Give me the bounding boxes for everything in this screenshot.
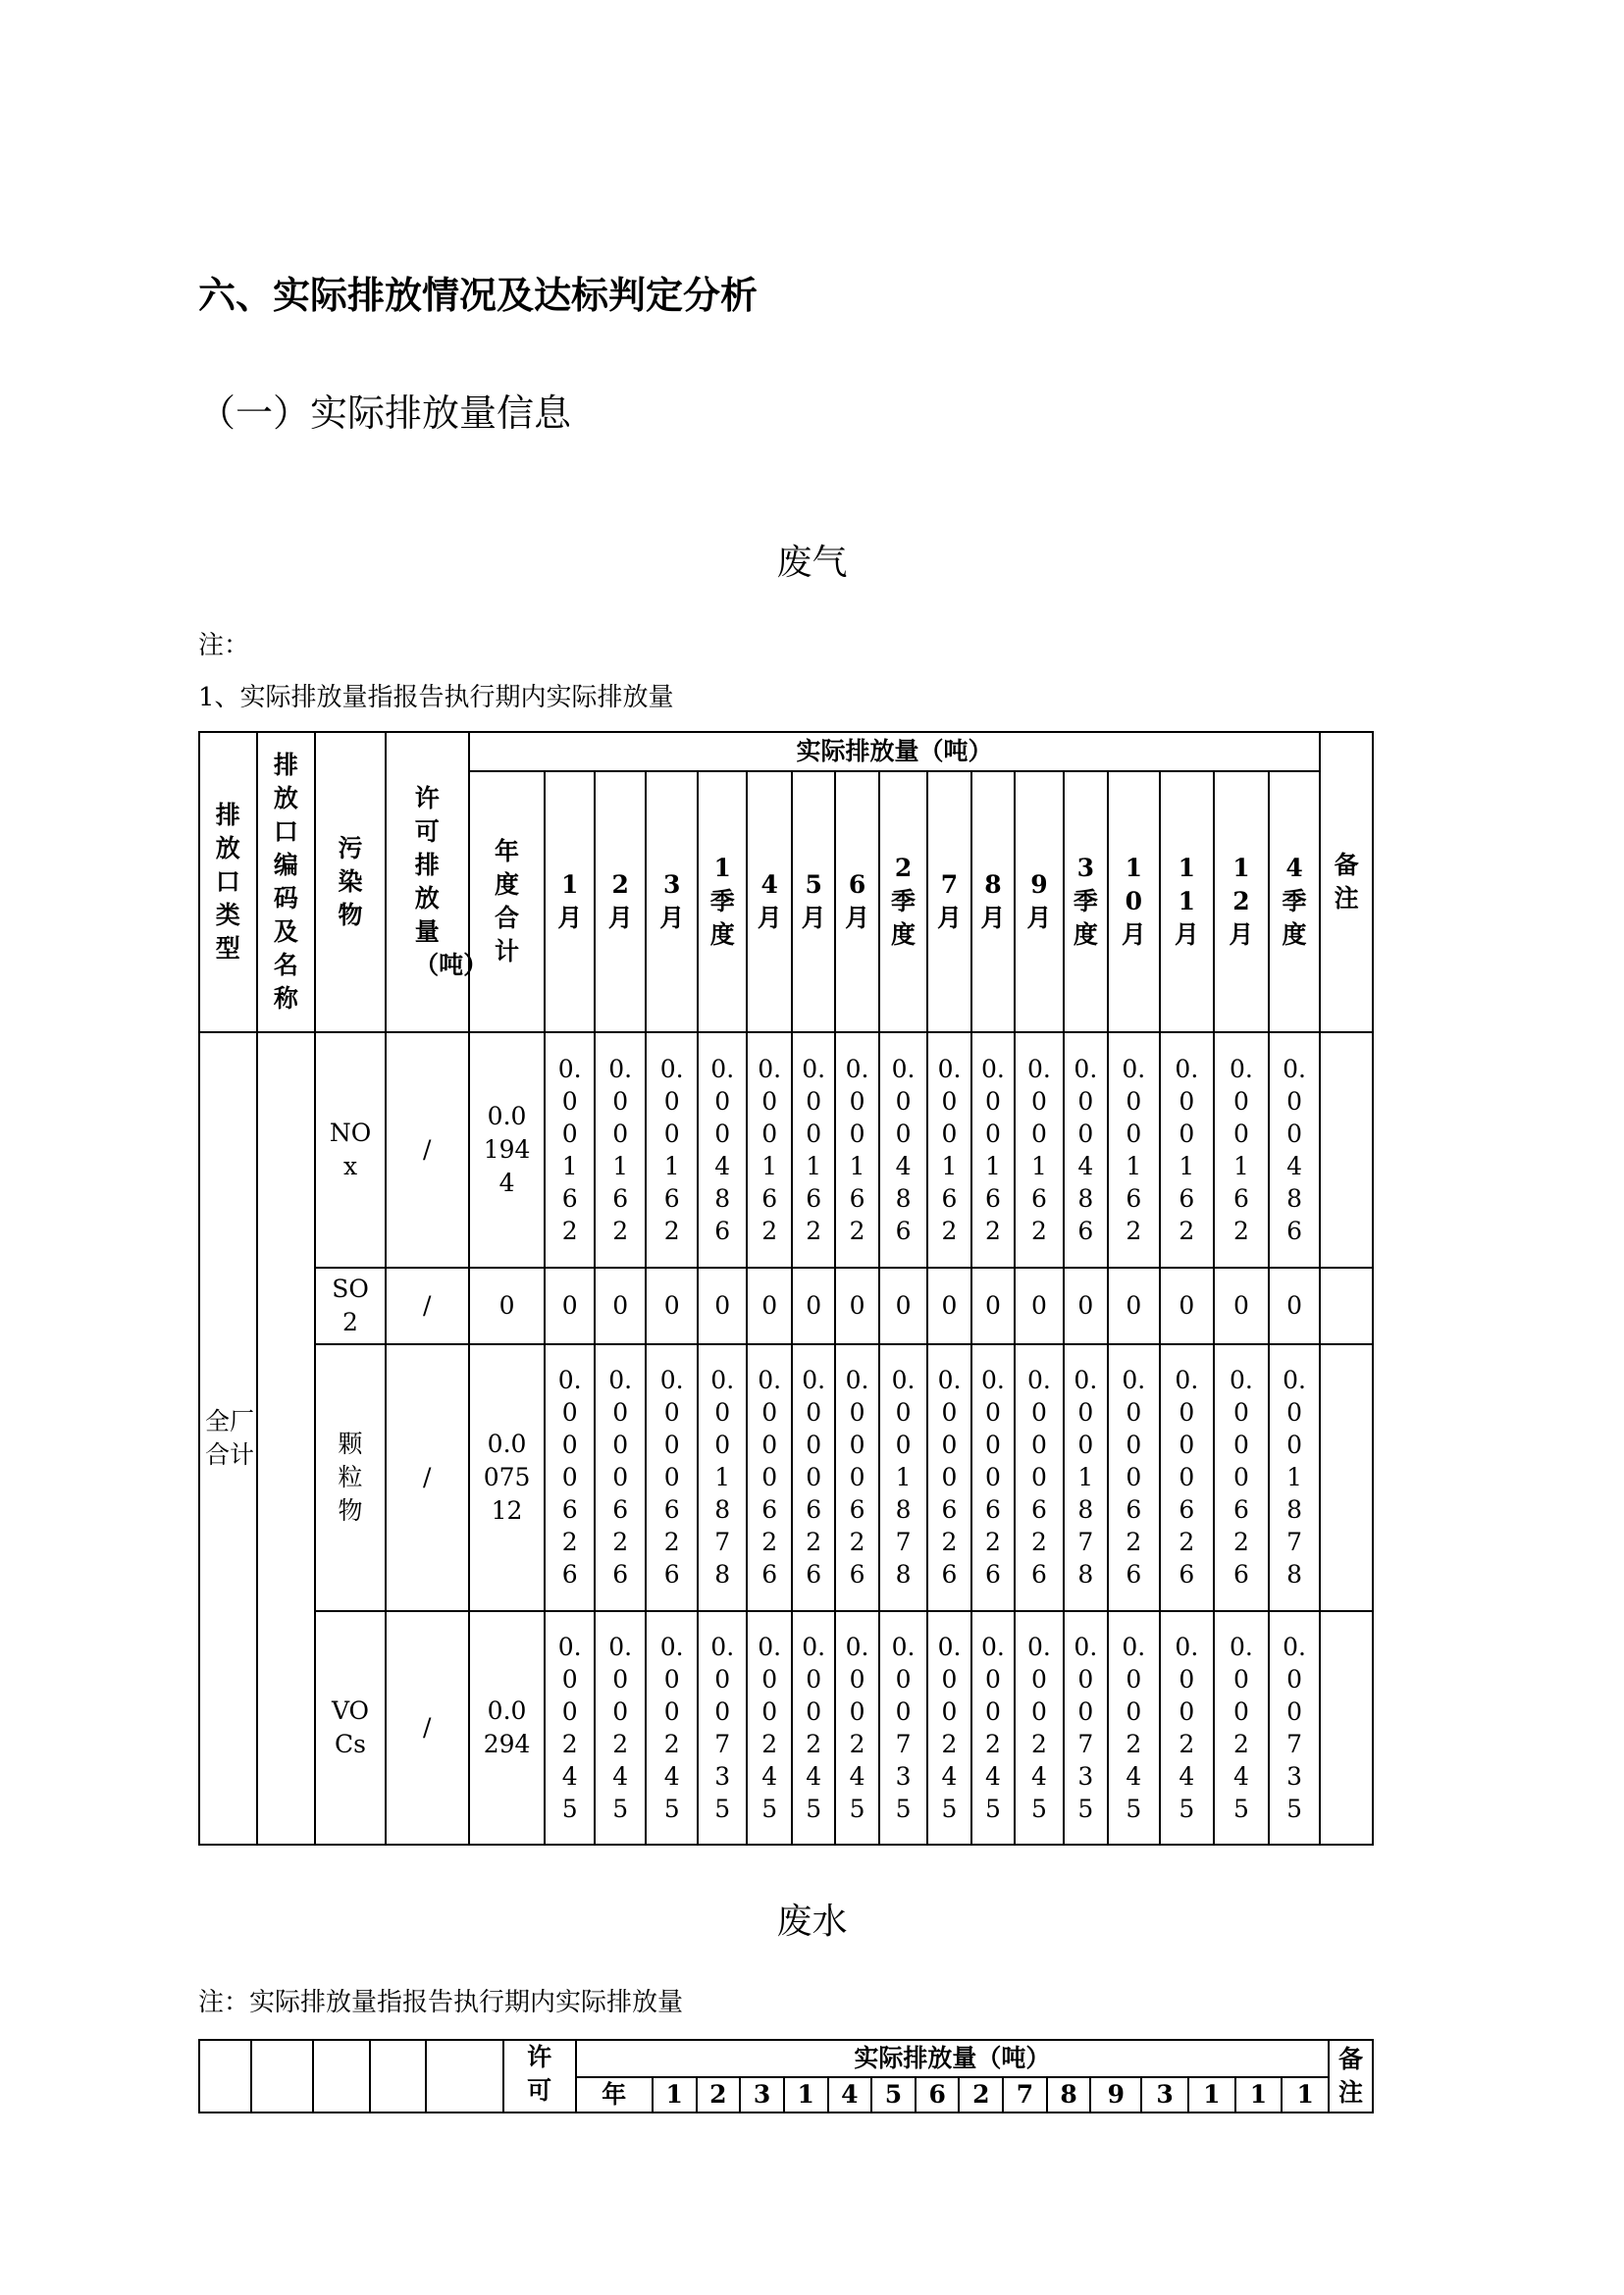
permit-cell: / (386, 1611, 469, 1845)
cell-text: 0.000626 (1026, 1366, 1051, 1590)
cell-text: 6月 (845, 870, 870, 932)
period-value-cell (879, 1032, 927, 1268)
cell-text: 污染物 (338, 834, 363, 929)
cell-text: 0.000626 (802, 1366, 826, 1590)
period-value-cell (971, 1344, 1015, 1611)
period-value-cell (595, 1032, 647, 1268)
water-table-title: 废水 (776, 1902, 848, 1942)
period-value-cell (1269, 1611, 1321, 1845)
permit-cell: / (386, 1268, 469, 1344)
gas-table-title: 废气 (776, 543, 848, 583)
cell-text: 11月 (1174, 854, 1199, 949)
remark-cell (1320, 1344, 1373, 1611)
gas-data-row (199, 1032, 1373, 1268)
cell-text: 0.000626 (1175, 1366, 1199, 1590)
gas-data-row (199, 1344, 1373, 1611)
gas-emission-table (198, 731, 1374, 1846)
period-value-cell (1214, 1344, 1269, 1611)
cell-text: 0.00162 (845, 1054, 869, 1245)
period-value-cell (646, 1032, 698, 1268)
water-period-header: 4 (828, 2077, 872, 2112)
period-header (971, 771, 1015, 1032)
cell-text: 0.001878 (891, 1366, 916, 1590)
period-value-cell (545, 1611, 595, 1845)
period-header (595, 771, 647, 1032)
header-actual-emission: 实际排放量（吨） (469, 732, 1321, 771)
period-value-cell (646, 1611, 698, 1845)
period-header (1269, 771, 1321, 1032)
period-value-cell (1214, 1268, 1269, 1344)
annual-total-value: 0.0294 (483, 1696, 531, 1758)
cell-text: 10月 (1121, 854, 1146, 949)
period-value-cell (646, 1268, 698, 1344)
cell-text: 0.000626 (845, 1366, 869, 1590)
cell-text: 0.000626 (557, 1366, 582, 1590)
period-value-cell (1015, 1032, 1063, 1268)
pollutant-cell (315, 1344, 386, 1611)
cell-text: 4季度 (1282, 854, 1307, 949)
period-value-cell (792, 1032, 835, 1268)
period-header (698, 771, 748, 1032)
remark-cell (1320, 1268, 1373, 1344)
header-outlet-type (199, 732, 257, 1032)
pollutant-cell (315, 1268, 386, 1344)
period-value-cell (747, 1611, 791, 1845)
cell-text: 0 (663, 1291, 680, 1321)
period-value-cell (1064, 1344, 1108, 1611)
cell-text: 许可排放量（吨） (414, 784, 489, 979)
cell-text: 2季度 (891, 854, 917, 949)
water-period-header: 1 (653, 2077, 697, 2112)
permit-cell: / (386, 1344, 469, 1611)
cell-text: 0.00245 (758, 1632, 782, 1823)
cell-text: 0.00162 (557, 1054, 582, 1245)
period-value-cell (595, 1611, 647, 1845)
cell-text: 0.000626 (1122, 1366, 1146, 1590)
period-header (1108, 771, 1160, 1032)
cell-text: 0.00735 (1074, 1632, 1098, 1823)
cell-text: 0.00162 (659, 1054, 684, 1245)
cell-text: 12月 (1229, 854, 1254, 949)
cell-text: 0.00162 (758, 1054, 782, 1245)
period-value-cell (747, 1268, 791, 1344)
gas-note-label: 注： (198, 631, 250, 660)
pollutant-name: VOCs (331, 1696, 370, 1758)
remark-cell (1320, 1611, 1373, 1845)
remark-cell (1320, 1032, 1373, 1268)
annual-total-cell (469, 1344, 546, 1611)
period-value-cell (1108, 1344, 1160, 1611)
cell-text: 0 (714, 1291, 731, 1321)
pollutant-cell (315, 1032, 386, 1268)
cell-text: 0.00245 (659, 1632, 684, 1823)
period-value-cell (927, 1032, 970, 1268)
period-value-cell (971, 1268, 1015, 1344)
cell-text: 0.001878 (1283, 1366, 1306, 1590)
cell-text: 2月 (607, 870, 633, 932)
period-value-cell (646, 1344, 698, 1611)
permit-cell: / (386, 1032, 469, 1268)
cell-text: 1季度 (709, 854, 735, 949)
cell-text: 0.00245 (937, 1632, 962, 1823)
period-value-cell (1064, 1032, 1108, 1268)
cell-text: 0.00245 (1175, 1632, 1199, 1823)
cell-text: 0.000626 (659, 1366, 684, 1590)
group-label: 全厂合计 (204, 1407, 254, 1469)
cell-text: 排放口类型 (215, 801, 240, 963)
gas-header-row (199, 732, 1373, 771)
cell-text: 备注 (1338, 2045, 1364, 2107)
period-value-cell (1269, 1032, 1321, 1268)
cell-text: 0 (561, 1291, 578, 1321)
cell-text: 0.00486 (891, 1054, 916, 1245)
period-value-cell (747, 1344, 791, 1611)
period-value-cell (1015, 1611, 1063, 1845)
period-value-cell (698, 1344, 748, 1611)
period-value-cell (835, 1611, 878, 1845)
period-value-cell (1160, 1344, 1215, 1611)
cell-text: 0 (1126, 1291, 1142, 1321)
water-note-line: 注：实际排放量指报告执行期内实际排放量 (198, 1988, 684, 2017)
cell-text: 9月 (1026, 870, 1052, 932)
period-value-cell (1160, 1268, 1215, 1344)
subsection-heading: （一）实际排放量信息 (198, 391, 572, 435)
period-value-cell (1108, 1032, 1160, 1268)
period-value-cell (1064, 1268, 1108, 1344)
cell-text: 0.00245 (981, 1632, 1005, 1823)
water-period-header: 1 (784, 2077, 828, 2112)
cell-text: 7月 (936, 870, 962, 932)
outlet-type-cell (199, 1032, 257, 1845)
cell-text: 0 (941, 1291, 958, 1321)
gas-note-line: 1、实际排放量指报告执行期内实际排放量 (198, 683, 674, 712)
water-header-blank (370, 2040, 427, 2112)
cell-text: 0.000626 (608, 1366, 633, 1590)
cell-text: 排放口编码及名称 (273, 751, 298, 1013)
period-value-cell (698, 1611, 748, 1845)
water-period-header: 3 (740, 2077, 784, 2112)
period-header (927, 771, 970, 1032)
water-header-blank (251, 2040, 313, 2112)
cell-text: 0.00245 (845, 1632, 869, 1823)
period-value-cell (595, 1268, 647, 1344)
cell-text: 0.00245 (608, 1632, 633, 1823)
cell-text: 5月 (801, 870, 826, 932)
cell-text: 3月 (659, 870, 685, 932)
cell-text: 0.00245 (1122, 1632, 1146, 1823)
header-outlet-code (257, 732, 316, 1032)
cell-text: 0.00245 (1026, 1632, 1051, 1823)
pollutant-cell (315, 1611, 386, 1845)
period-value-cell (835, 1032, 878, 1268)
cell-text: 0 (1286, 1291, 1302, 1321)
period-value-cell (879, 1611, 927, 1845)
cell-text: 0 (761, 1291, 778, 1321)
annual-total-value: 0 (498, 1291, 515, 1321)
pollutant-name: NOx (329, 1119, 372, 1180)
period-value-cell (545, 1268, 595, 1344)
cell-text: 0.00162 (1122, 1054, 1146, 1245)
period-header (646, 771, 698, 1032)
period-value-cell (792, 1344, 835, 1611)
period-value-cell (698, 1032, 748, 1268)
annual-total-value: 0.01944 (483, 1102, 531, 1197)
pollutant-name: 颗粒物 (338, 1430, 363, 1525)
water-header-remark (1329, 2040, 1373, 2112)
period-header (1160, 771, 1215, 1032)
period-value-cell (1015, 1344, 1063, 1611)
outlet-code-cell (257, 1032, 316, 1845)
cell-text: 0.00162 (1175, 1054, 1199, 1245)
water-header-blank (313, 2040, 370, 2112)
cell-text: 0.00245 (1229, 1632, 1253, 1823)
annual-total-cell (469, 1032, 546, 1268)
period-value-cell (1214, 1032, 1269, 1268)
pollutant-name: SO2 (332, 1275, 369, 1336)
water-period-header: 9 (1090, 2077, 1141, 2112)
period-value-cell (698, 1268, 748, 1344)
water-period-header: 2 (959, 2077, 1003, 2112)
water-period-header: 1 (1282, 2077, 1329, 2112)
period-header (792, 771, 835, 1032)
cell-text: 0.00735 (1283, 1632, 1306, 1823)
cell-text: 1月 (557, 870, 583, 932)
cell-text: 0.001878 (710, 1366, 735, 1590)
water-period-header: 6 (916, 2077, 960, 2112)
period-value-cell (1269, 1344, 1321, 1611)
water-period-header: 1 (1235, 2077, 1283, 2112)
water-header-row (199, 2040, 1373, 2077)
period-value-cell (747, 1032, 791, 1268)
cell-text: 0.00162 (937, 1054, 962, 1245)
period-header (469, 771, 546, 1032)
cell-text: 0.00162 (608, 1054, 633, 1245)
period-header (545, 771, 595, 1032)
cell-text: 年度合计 (495, 837, 520, 965)
water-header-permit (503, 2040, 576, 2112)
period-value-cell (545, 1344, 595, 1611)
cell-text: 0 (895, 1291, 912, 1321)
section-heading: 六、实际排放情况及达标判定分析 (198, 274, 759, 317)
period-value-cell (971, 1611, 1015, 1845)
annual-total-cell (469, 1268, 546, 1344)
period-value-cell (927, 1344, 970, 1611)
cell-text: 4月 (757, 870, 782, 932)
cell-text: 0.000626 (981, 1366, 1005, 1590)
water-header-blank (199, 2040, 251, 2112)
period-header (1015, 771, 1063, 1032)
water-period-header: 1 (1188, 2077, 1235, 2112)
cell-text: 0.00486 (710, 1054, 735, 1245)
annual-total-cell (469, 1611, 546, 1845)
period-value-cell (927, 1268, 970, 1344)
cell-text: 0 (984, 1291, 1001, 1321)
header-permit (386, 732, 489, 1032)
period-header (747, 771, 791, 1032)
cell-text: 0 (1077, 1291, 1094, 1321)
period-value-cell (971, 1032, 1015, 1268)
cell-text: 0 (806, 1291, 822, 1321)
cell-text: 0.000626 (1229, 1366, 1253, 1590)
cell-text: 8月 (980, 870, 1006, 932)
water-period-header: 3 (1141, 2077, 1188, 2112)
cell-text: 0.00162 (802, 1054, 826, 1245)
period-value-cell (835, 1268, 878, 1344)
cell-text: 0 (1030, 1291, 1047, 1321)
cell-text: 许可 (527, 2043, 552, 2105)
period-value-cell (1214, 1611, 1269, 1845)
cell-text: 0.00162 (981, 1054, 1005, 1245)
period-value-cell (835, 1344, 878, 1611)
cell-text: 0 (1179, 1291, 1195, 1321)
period-value-cell (1269, 1268, 1321, 1344)
water-emission-table (198, 2039, 1374, 2113)
cell-text: 0 (1232, 1291, 1249, 1321)
period-value-cell (1015, 1268, 1063, 1344)
cell-text: 0.00486 (1074, 1054, 1098, 1245)
period-value-cell (927, 1611, 970, 1845)
cell-text: 0.000626 (937, 1366, 962, 1590)
water-period-header: 7 (1003, 2077, 1047, 2112)
period-value-cell (792, 1611, 835, 1845)
period-value-cell (545, 1032, 595, 1268)
water-period-header: 年 (576, 2077, 653, 2112)
gas-data-row (199, 1611, 1373, 1845)
period-value-cell (879, 1268, 927, 1344)
cell-text: 0 (849, 1291, 865, 1321)
cell-text: 3季度 (1073, 854, 1098, 949)
period-value-cell (792, 1268, 835, 1344)
header-pollutant (315, 732, 386, 1032)
gas-data-row (199, 1268, 1373, 1344)
cell-text: 0.00162 (1026, 1054, 1051, 1245)
cell-text: 0.00245 (802, 1632, 826, 1823)
cell-text: 0.00162 (1229, 1054, 1253, 1245)
water-period-header: 2 (697, 2077, 741, 2112)
cell-text: 备注 (1334, 851, 1359, 913)
period-header (1214, 771, 1269, 1032)
period-value-cell (1064, 1611, 1108, 1845)
water-period-header: 5 (871, 2077, 916, 2112)
annual-total-value: 0.007512 (483, 1430, 531, 1525)
cell-text: 0.00245 (557, 1632, 582, 1823)
cell-text: 0.00735 (891, 1632, 916, 1823)
cell-text: 0.00735 (710, 1632, 735, 1823)
cell-text: 0.00486 (1283, 1054, 1306, 1245)
period-header (1064, 771, 1108, 1032)
header-remark (1320, 732, 1373, 1032)
period-value-cell (1160, 1032, 1215, 1268)
period-value-cell (1160, 1611, 1215, 1845)
period-value-cell (879, 1344, 927, 1611)
water-period-header: 8 (1047, 2077, 1091, 2112)
cell-text: 0 (612, 1291, 629, 1321)
water-header-actual: 实际排放量（吨） (576, 2040, 1329, 2077)
water-header-blank (426, 2040, 502, 2112)
period-header (835, 771, 878, 1032)
cell-text: 0.001878 (1074, 1366, 1098, 1590)
period-header (879, 771, 927, 1032)
cell-text: 0.000626 (758, 1366, 782, 1590)
period-value-cell (1108, 1611, 1160, 1845)
period-value-cell (1108, 1268, 1160, 1344)
period-value-cell (595, 1344, 647, 1611)
